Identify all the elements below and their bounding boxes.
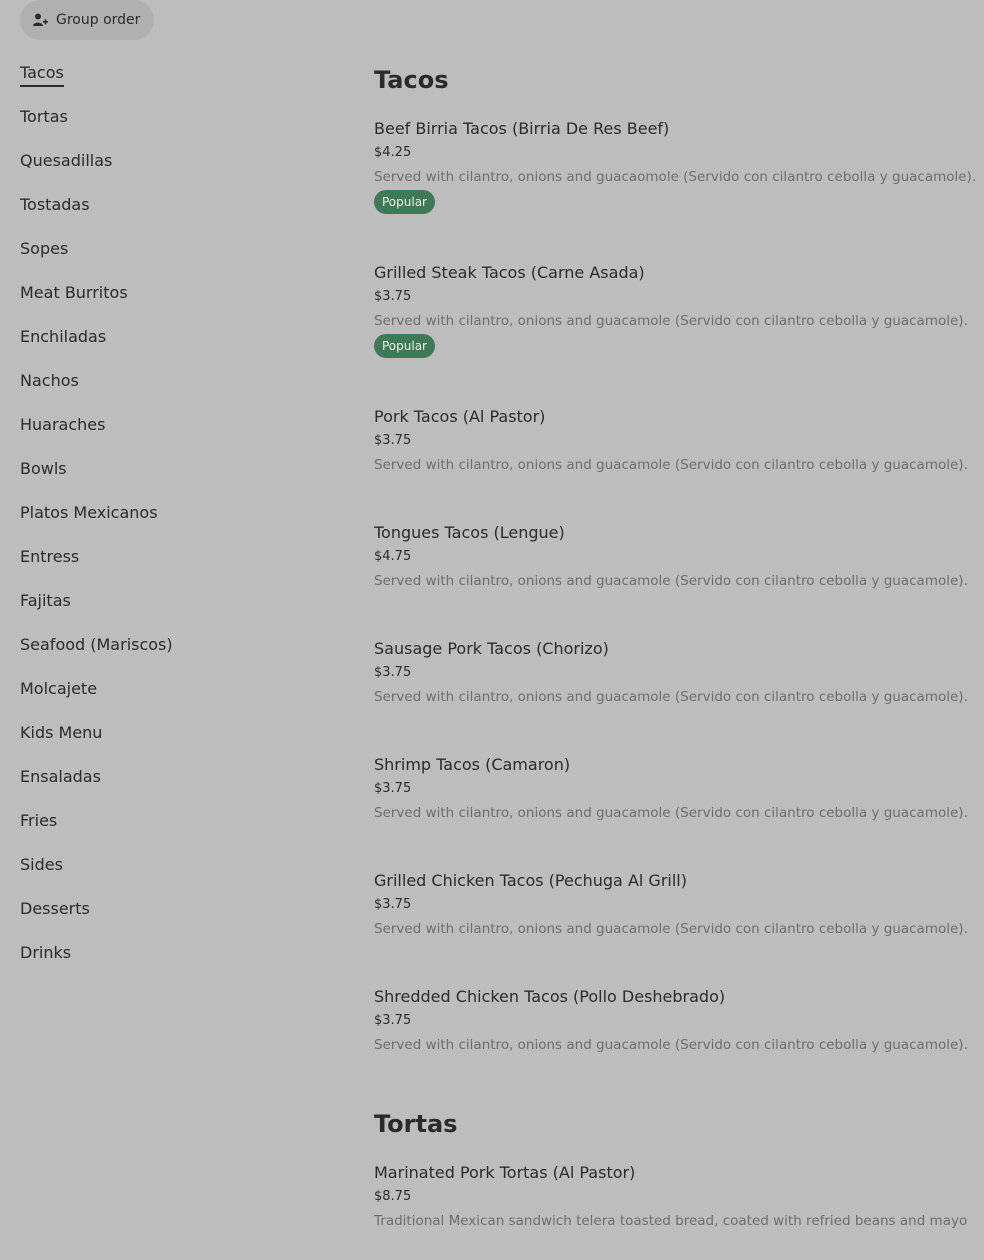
sidebar-item-tortas[interactable]	[20, 102, 320, 146]
item-price: $8.75	[374, 1189, 412, 1204]
sidebar-item-label: Sopes	[20, 239, 69, 258]
sidebar-item-label: Platos Mexicanos	[20, 503, 158, 522]
sidebar-item-nachos[interactable]	[20, 366, 320, 410]
item-price: $3.75	[374, 665, 412, 680]
section-title: Tortas	[374, 1110, 458, 1138]
sidebar-item-label: Seafood (Mariscos)	[20, 635, 173, 654]
sidebar-item-label: Meat Burritos	[20, 283, 128, 302]
sidebar-item-label: Tacos	[20, 61, 64, 87]
sidebar-item-fajitas[interactable]	[20, 586, 320, 630]
sidebar-item-huaraches[interactable]	[20, 410, 320, 454]
menu-item[interactable]	[374, 1144, 968, 1260]
sidebar-item-enchiladas[interactable]	[20, 322, 320, 366]
sidebar-item-label: Enchiladas	[20, 327, 107, 346]
sidebar-item-platos-mexicanos[interactable]	[20, 498, 320, 542]
item-description: Served with cilantro, onions and guacamole (Servido con cilantro cebolla y guacamole).	[374, 313, 968, 329]
sidebar-item-quesadillas[interactable]	[20, 146, 320, 190]
menu-section	[374, 60, 977, 1084]
item-description: Served with cilantro, onions and guacamole (Servido con cilantro cebolla y guacamole).	[374, 921, 968, 937]
menu-item[interactable]	[374, 968, 968, 1084]
sidebar-item-label: Molcajete	[20, 679, 98, 698]
item-price: $4.75	[374, 549, 412, 564]
item-name: Marinated Pork Tortas (Al Pastor)	[374, 1163, 636, 1182]
sidebar-item-label: Tortas	[20, 107, 68, 126]
item-name: Pork Tacos (Al Pastor)	[374, 407, 546, 426]
person-add-icon	[32, 12, 48, 28]
menu-section	[374, 1104, 968, 1260]
sidebar-item-label: Entress	[20, 547, 80, 566]
item-price: $3.75	[374, 897, 412, 912]
sidebar-item-fries[interactable]	[20, 806, 320, 850]
menu-item[interactable]	[374, 388, 968, 504]
item-description: Served with cilantro, onions and guacamole (Servido con cilantro cebolla y guacamole).	[374, 1037, 968, 1053]
section-title: Tacos	[374, 66, 449, 94]
menu-item[interactable]	[374, 504, 968, 620]
sidebar-item-label: Bowls	[20, 459, 67, 478]
group-order-label: Group order	[56, 12, 141, 28]
sidebar-item-tacos[interactable]	[20, 58, 320, 102]
popular-badge: Popular	[374, 334, 435, 358]
sidebar-item-label: Tostadas	[20, 195, 90, 214]
sidebar-item-drinks[interactable]	[20, 938, 320, 982]
sidebar-item-label: Fries	[20, 811, 58, 830]
item-description: Traditional Mexican sandwich telera toasted bread, coated with refried beans and mayo	[374, 1213, 968, 1229]
menu-item[interactable]	[374, 620, 968, 736]
sidebar-item-seafood-mariscos[interactable]	[20, 630, 320, 674]
sidebar-item-label: Kids Menu	[20, 723, 103, 742]
sidebar-item-molcajete[interactable]	[20, 674, 320, 718]
item-name: Beef Birria Tacos (Birria De Res Beef)	[374, 119, 670, 138]
sidebar-item-label: Drinks	[20, 943, 72, 962]
group-order-button[interactable]	[20, 0, 154, 40]
item-description: Served with cilantro, onions and guacaomole (Servido con cilantro cebolla y guacamole).	[374, 169, 977, 185]
sidebar-item-label: Fajitas	[20, 591, 71, 610]
menu-content	[374, 60, 977, 1260]
sidebar-item-label: Sides	[20, 855, 63, 874]
menu-item[interactable]	[374, 852, 968, 968]
item-name: Tongues Tacos (Lengue)	[374, 523, 565, 542]
sidebar-item-desserts[interactable]	[20, 894, 320, 938]
item-price: $3.75	[374, 289, 412, 304]
item-price: $3.75	[374, 1013, 412, 1028]
sidebar-item-sides[interactable]	[20, 850, 320, 894]
menu-item[interactable]	[374, 100, 977, 244]
category-sidebar	[20, 58, 320, 982]
menu-item[interactable]	[374, 736, 968, 852]
sidebar-item-label: Ensaladas	[20, 767, 101, 786]
item-description: Served with cilantro, onions and guacamole (Servido con cilantro cebolla y guacamole).	[374, 689, 968, 705]
sidebar-item-label: Nachos	[20, 371, 79, 390]
sidebar-item-entress[interactable]	[20, 542, 320, 586]
sidebar-item-label: Desserts	[20, 899, 90, 918]
item-name: Sausage Pork Tacos (Chorizo)	[374, 639, 609, 658]
item-description: Served with cilantro, onions and guacamole (Servido con cilantro cebolla y guacamole).	[374, 457, 968, 473]
item-description: Served with cilantro, onions and guacamole (Servido con cilantro cebolla y guacamole).	[374, 805, 968, 821]
item-name: Shredded Chicken Tacos (Pollo Deshebrado)	[374, 987, 726, 1006]
sidebar-item-label: Quesadillas	[20, 151, 113, 170]
sidebar-item-tostadas[interactable]	[20, 190, 320, 234]
sidebar-item-sopes[interactable]	[20, 234, 320, 278]
item-name: Shrimp Tacos (Camaron)	[374, 755, 571, 774]
item-name: Grilled Steak Tacos (Carne Asada)	[374, 263, 645, 282]
item-price: $3.75	[374, 781, 412, 796]
popular-badge: Popular	[374, 190, 435, 214]
sidebar-item-ensaladas[interactable]	[20, 762, 320, 806]
menu-item[interactable]	[374, 244, 968, 388]
sidebar-item-kids-menu[interactable]	[20, 718, 320, 762]
sidebar-item-meat-burritos[interactable]	[20, 278, 320, 322]
item-name: Grilled Chicken Tacos (Pechuga Al Grill)	[374, 871, 687, 890]
sidebar-item-label: Huaraches	[20, 415, 106, 434]
sidebar-item-bowls[interactable]	[20, 454, 320, 498]
item-description: Served with cilantro, onions and guacamole (Servido con cilantro cebolla y guacamole).	[374, 573, 968, 589]
item-price: $4.25	[374, 145, 412, 160]
item-price: $3.75	[374, 433, 412, 448]
